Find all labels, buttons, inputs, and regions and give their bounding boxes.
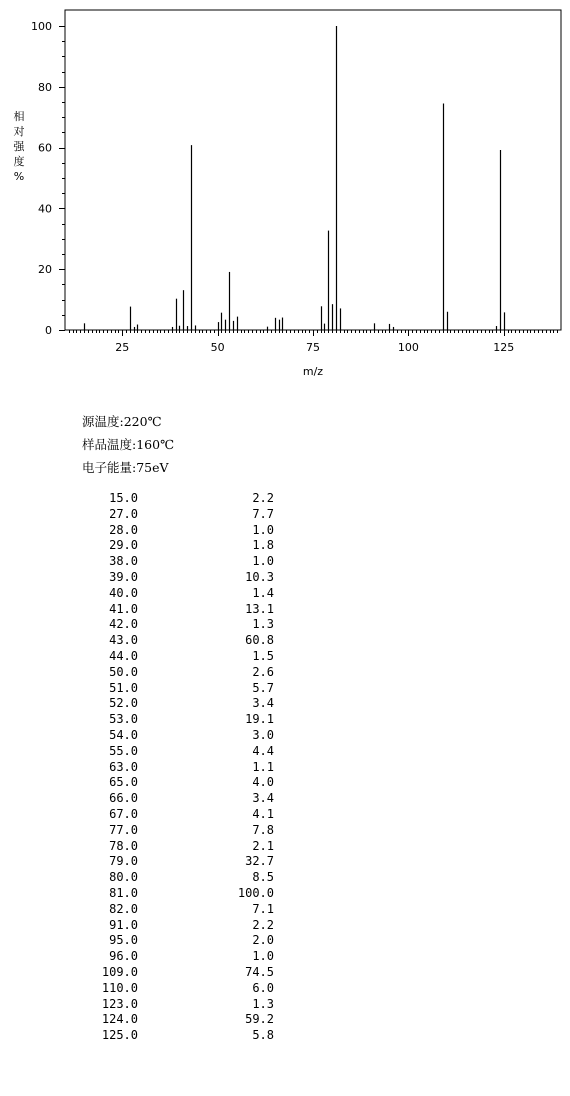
peak-table-row <box>90 965 274 981</box>
peak-intensity: 7.1 <box>252 901 274 916</box>
peak-mz: 123.0 <box>101 996 138 1011</box>
x-tick-label: 125 <box>493 341 515 354</box>
peak-mz: 67.0 <box>109 806 138 821</box>
peak-table-row <box>90 491 274 507</box>
peak-table-row <box>90 744 274 760</box>
y-axis-label: 相对强度% <box>13 110 25 183</box>
peak-mz: 52.0 <box>109 696 138 711</box>
peak-intensity: 3.4 <box>252 791 274 806</box>
peak-table-row <box>90 902 274 918</box>
peak-mz: 65.0 <box>109 775 138 790</box>
peak-mz: 66.0 <box>109 791 138 806</box>
peak-table-row <box>90 918 274 934</box>
peak-intensity: 19.1 <box>245 712 274 727</box>
peak-table-row <box>90 538 274 554</box>
peak-intensity: 3.4 <box>252 696 274 711</box>
peak-table-row <box>90 791 274 807</box>
y-tick-label: 80 <box>38 80 52 94</box>
y-tick-label: 20 <box>38 263 52 277</box>
peak-table-row <box>90 523 274 539</box>
plot-frame <box>65 10 561 330</box>
mass-spectrum-chart <box>0 0 570 390</box>
peak-intensity: 10.3 <box>245 569 274 584</box>
peak-intensity: 1.1 <box>252 759 274 774</box>
peak-intensity: 13.1 <box>245 601 274 616</box>
peak-mz: 53.0 <box>109 712 138 727</box>
x-tick-label: 100 <box>397 341 419 354</box>
peak-table-row <box>90 870 274 886</box>
peak-mz: 79.0 <box>109 854 138 869</box>
peak-intensity: 4.4 <box>252 743 274 758</box>
peak-mz: 82.0 <box>109 901 138 916</box>
peak-table-row <box>90 586 274 602</box>
y-tick-label: 100 <box>31 20 52 33</box>
peak-intensity: 7.8 <box>252 822 274 837</box>
peak-mz: 81.0 <box>109 885 138 900</box>
y-tick-label: 60 <box>38 141 52 155</box>
peak-mz: 44.0 <box>109 648 138 663</box>
peak-table-row <box>90 997 274 1013</box>
peak-mz: 125.0 <box>101 1028 138 1043</box>
x-tick-label: 25 <box>115 341 130 354</box>
peak-intensity: 1.4 <box>252 585 274 600</box>
peak-intensity: 8.5 <box>252 870 274 885</box>
peak-mz: 40.0 <box>109 585 138 600</box>
peak-intensity: 4.0 <box>252 775 274 790</box>
peak-intensity: 1.3 <box>252 996 274 1011</box>
peak-mz: 41.0 <box>109 601 138 616</box>
peak-table-row <box>90 665 274 681</box>
peak-table <box>90 491 274 1044</box>
peak-mz: 39.0 <box>109 569 138 584</box>
peak-intensity: 2.1 <box>252 838 274 853</box>
peak-table-row <box>90 728 274 744</box>
peak-table-row <box>90 681 274 697</box>
peak-table-row <box>90 886 274 902</box>
peak-mz: 95.0 <box>109 933 138 948</box>
peak-mz: 124.0 <box>101 1012 138 1027</box>
peak-table-row <box>90 507 274 523</box>
peak-mz: 55.0 <box>109 743 138 758</box>
peak-intensity: 2.2 <box>252 491 274 505</box>
peak-table-row <box>90 1028 274 1044</box>
peak-intensity: 59.2 <box>245 1012 274 1027</box>
peak-table-row <box>90 554 274 570</box>
peak-table-row <box>90 807 274 823</box>
sample-temperature: 样品温度:160℃ <box>82 437 175 452</box>
chart-bars <box>85 26 505 330</box>
peak-table-row <box>90 602 274 618</box>
peak-table-row <box>90 949 274 965</box>
peak-mz: 27.0 <box>109 506 138 521</box>
peak-intensity: 1.3 <box>252 617 274 632</box>
peak-mz: 96.0 <box>109 949 138 964</box>
peak-table-row <box>90 775 274 791</box>
electron-energy: 电子能量:75eV <box>82 460 169 475</box>
x-tick-label: 50 <box>210 341 225 354</box>
source-temperature: 源温度:220℃ <box>82 414 162 429</box>
peak-intensity: 60.8 <box>245 633 274 648</box>
peak-table-row <box>90 981 274 997</box>
peak-mz: 91.0 <box>109 917 138 932</box>
peak-intensity: 1.8 <box>252 538 274 553</box>
peak-table-row <box>90 854 274 870</box>
peak-mz: 43.0 <box>109 633 138 648</box>
peak-table-row <box>90 570 274 586</box>
peak-intensity: 32.7 <box>245 854 274 869</box>
chart-labels <box>14 20 515 378</box>
y-tick-label: 0 <box>45 324 52 337</box>
peak-table-row <box>90 933 274 949</box>
peak-intensity: 100.0 <box>237 885 274 900</box>
peak-intensity: 1.0 <box>252 554 274 569</box>
peak-intensity: 2.6 <box>252 664 274 679</box>
peak-intensity: 1.5 <box>252 648 274 663</box>
peak-intensity: 5.7 <box>252 680 274 695</box>
peak-mz: 38.0 <box>109 554 138 569</box>
peak-mz: 28.0 <box>109 522 138 537</box>
peak-intensity: 2.0 <box>252 933 274 948</box>
peak-table-row <box>90 633 274 649</box>
x-tick-label: 75 <box>306 341 320 354</box>
measurement-conditions <box>82 410 382 479</box>
peak-mz: 50.0 <box>109 664 138 679</box>
peak-table-row <box>90 617 274 633</box>
peak-intensity: 3.0 <box>252 727 274 742</box>
x-axis-label: m/z <box>302 365 324 378</box>
peak-mz: 80.0 <box>109 870 138 885</box>
peak-table-row <box>90 823 274 839</box>
peak-mz: 15.0 <box>109 491 138 505</box>
peak-mz: 78.0 <box>109 838 138 853</box>
peak-table-row <box>90 649 274 665</box>
peak-mz: 63.0 <box>109 759 138 774</box>
peak-intensity: 6.0 <box>252 980 274 995</box>
peak-table-row <box>90 839 274 855</box>
peak-table-row <box>90 696 274 712</box>
peak-intensity: 1.0 <box>252 949 274 964</box>
peak-mz: 109.0 <box>101 964 138 979</box>
peak-mz: 77.0 <box>109 822 138 837</box>
peak-intensity: 7.7 <box>252 506 274 521</box>
peak-intensity: 2.2 <box>252 917 274 932</box>
peak-mz: 110.0 <box>101 980 138 995</box>
peak-intensity: 1.0 <box>252 522 274 537</box>
peak-table-row <box>90 760 274 776</box>
peak-intensity: 5.8 <box>252 1028 274 1043</box>
peak-table-row <box>90 1012 274 1028</box>
peak-mz: 42.0 <box>109 617 138 632</box>
peak-table-row <box>90 712 274 728</box>
peak-intensity: 4.1 <box>252 806 274 821</box>
peak-mz: 54.0 <box>109 727 138 742</box>
y-tick-label: 40 <box>38 202 52 216</box>
peak-intensity: 74.5 <box>245 964 274 979</box>
peak-mz: 29.0 <box>109 538 138 553</box>
chart-axes <box>59 10 561 336</box>
peak-mz: 51.0 <box>109 680 138 695</box>
